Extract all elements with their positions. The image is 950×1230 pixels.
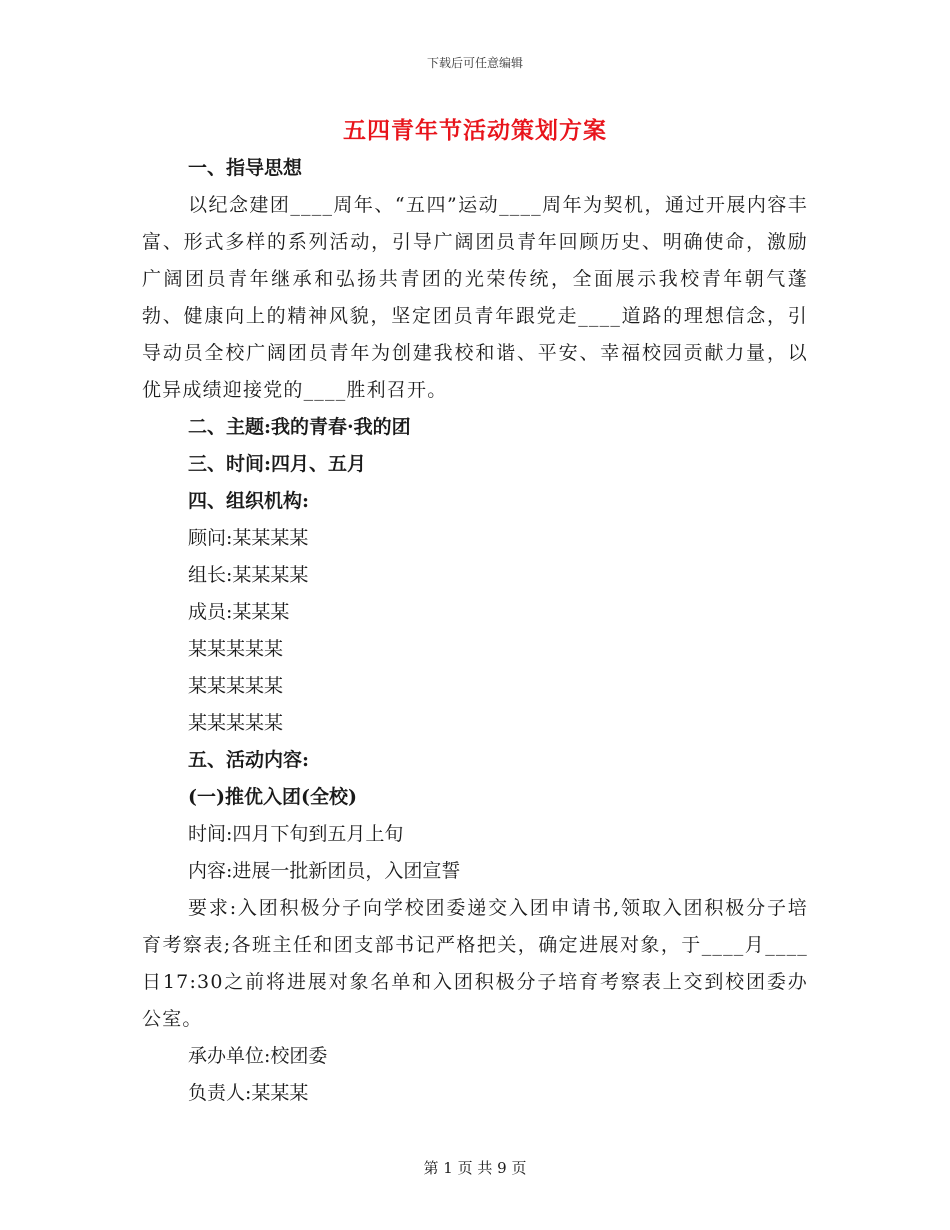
page-number-footer: 第 1 页 共 9 页 bbox=[423, 1159, 527, 1177]
activity-organizer: 承办单位:校团委 bbox=[188, 1045, 328, 1067]
section-heading-time: 三、时间:四月、五月 bbox=[188, 453, 367, 475]
activity-requirement-paragraph: 要求:入团积极分子向学校团委递交入团申请书,领取入团积极分子培育考察表;各班主任和团支部书记严格把关，确定进展对象，于____月____日17:30之前将进展对象名单和入团积极分子培育考察表上交到校团委办公室。 bbox=[142, 897, 808, 1030]
section-heading-theme: 二、主题:我的青春·我的团 bbox=[188, 416, 411, 438]
section-heading-activities: 五、活动内容: bbox=[188, 749, 310, 771]
section-heading-guiding-ideology: 一、指导思想 bbox=[188, 157, 303, 179]
section-heading-organization: 四、组织机构: bbox=[188, 490, 310, 512]
organization-member-line: 某某某某某 bbox=[188, 638, 284, 660]
organization-leader: 组长:某某某某 bbox=[188, 564, 309, 586]
activity-time: 时间:四月下旬到五月上旬 bbox=[188, 823, 404, 845]
subsection-heading-recommend-join: (一)推优入团(全校) bbox=[188, 786, 357, 808]
organization-member-line: 某某某某某 bbox=[188, 712, 284, 734]
guiding-ideology-paragraph: 以纪念建团____周年、“五四”运动____周年为契机，通过开展内容丰富、形式多样的系列活动，引导广阔团员青年回顾历史、明确使命，激励广阔团员青年继承和弘扬共青团的光荣传统，全面展示我校青年朝气蓬勃、健康向上的精神风貌，坚定团员青年跟党走____道路的理想信念，引导动员全校广阔团员青年为创建我校和谐、平安、幸福校园贡献力量，以优异成绩迎接党的____胜利召开。 bbox=[142, 194, 808, 401]
page-header-note: 下载后可任意编辑 bbox=[426, 56, 523, 70]
activity-responsible-person: 负责人:某某某 bbox=[188, 1082, 309, 1104]
organization-advisor: 顾问:某某某某 bbox=[188, 527, 309, 549]
document-body bbox=[142, 150, 808, 1112]
document-title: 五四青年节活动策划方案 bbox=[343, 117, 607, 144]
organization-members: 成员:某某某 bbox=[188, 601, 290, 623]
activity-content: 内容:进展一批新团员，入团宣誓 bbox=[188, 860, 461, 882]
organization-member-line: 某某某某某 bbox=[188, 675, 284, 697]
